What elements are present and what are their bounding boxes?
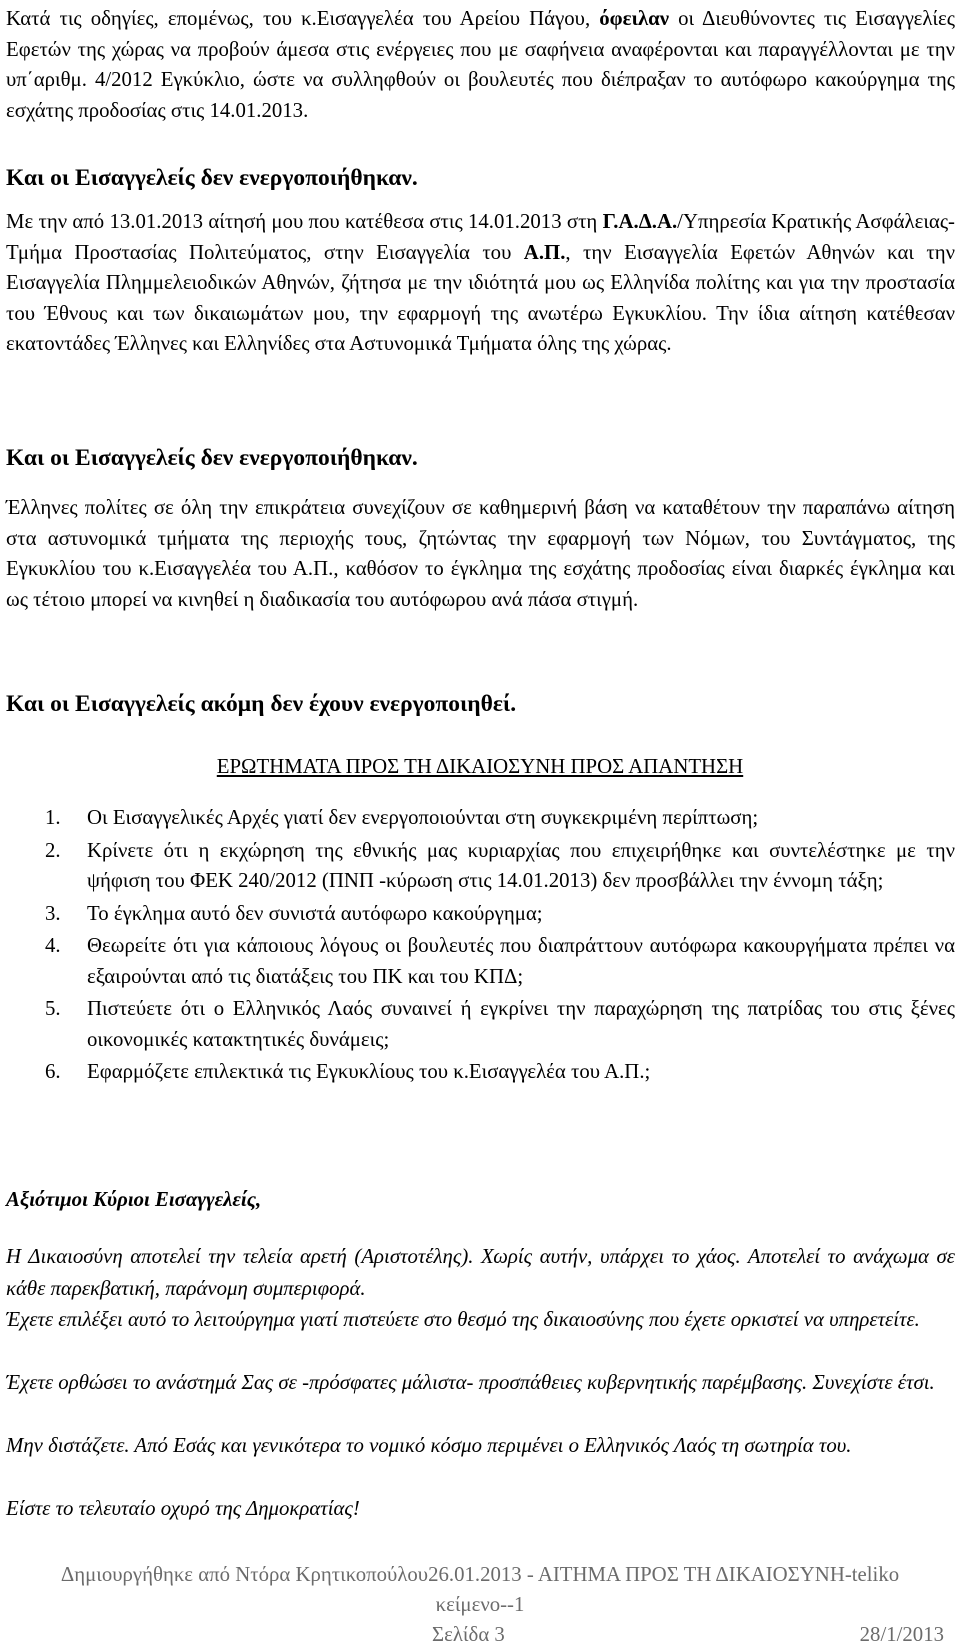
heading-not-activated-1: Και οι Εισαγγελείς δεν ενεργοποιήθηκαν.	[6, 165, 418, 191]
list-text: Πιστεύετε ότι ο Ελληνικός Λαός συναινεί ή εγκρίνει την παραχώρηση της πατρίδας του στις ξένες οικονομικές κατακτητικές δυνάμεις;	[87, 997, 955, 1051]
list-number: 2.	[45, 838, 61, 862]
list-number: 5.	[45, 997, 61, 1020]
list-number: 6.	[45, 1060, 61, 1083]
list-item	[0, 899, 955, 930]
list-number: 3.	[45, 901, 61, 925]
questions-title-text: ΕΡΩΤΗΜΑΤΑ ΠΡΟΣ ΤΗ ΔΙΚΑΙΟΣΥΝΗ ΠΡΟΣ ΑΠΑΝΤΗΣΗ	[216, 755, 744, 778]
list-text: Το έγκλημα αυτό δεν συνιστά αυτόφωρο κακούργημα;	[87, 901, 543, 925]
bold-text-run: όφειλαν	[599, 7, 670, 30]
closing-line: Έχετε ορθώσει το ανάστημά Σας σε -πρόσφατες μάλιστα- προσπάθειες κυβερνητικής παρέμβασης. Συνεχίστε έτσι.	[6, 1371, 935, 1394]
footer-line: κείμενο--1	[435, 1593, 525, 1616]
questions-title	[0, 752, 960, 782]
paragraph-citizens-continue: Έλληνες πολίτες σε όλη την επικράτεια συνεχίζουν σε καθημερινή βάση να καταθέτουν την παραπάνω αίτηση στα αστυνομικά τμήματα της περιοχής τους, ζητώντας την εφαρμογή των Νόμων, του Συντάγματος, της Εγκυκλίου του κ.Εισαγγελέα του Α.Π., καθόσον το έγκλημα της εσχάτης προδοσίας είναι διαρκές έγκλημα και ως τέτοιο μπορεί να κινηθεί η διαδικασία του αυτόφωρου ανά πάσα στιγμή.	[6, 496, 955, 611]
closing-line: Η Δικαιοσύνη αποτελεί την τελεία αρετή (Αριστοτέλης). Χωρίς αυτήν, υπάρχει το χάος. Αποτελεί το ανάχωμα σε κάθε παρεκβατική, παράνομη συμπεριφορά.	[6, 1245, 955, 1300]
closing-line: Έχετε επιλέξει αυτό το λειτούργημα γιατί πιστεύετε στο θεσμό της δικαιοσύνης που έχετε ορκιστεί να υπηρετείτε.	[6, 1308, 920, 1331]
heading-not-activated-3: Και οι Εισαγγελείς ακόμη δεν έχουν ενεργοποιηθεί.	[6, 691, 517, 717]
paragraph-my-application	[6, 207, 955, 360]
bold-text-run: Α.Π.	[523, 240, 566, 264]
list-text: Οι Εισαγγελικές Αρχές γιατί δεν ενεργοποιούνται στη συγκεκριμένη περίπτωση;	[87, 806, 759, 829]
list-item	[0, 994, 955, 1055]
closing-line: Μην διστάζετε. Από Εσάς και γενικότερα το νομικό κόσμο περιμένει ο Ελληνικός Λαός τη σωτηρία του.	[6, 1434, 852, 1457]
bold-text-run: Γ.Α.Δ.Α.	[602, 210, 678, 233]
page-number: Σελίδα 3	[432, 1623, 505, 1646]
footer-page-row	[0, 1620, 960, 1650]
footer-line: Δημιουργήθηκε από Ντόρα Κρητικοπούλου26.01.2013 - ΑΙΤΗΜΑ ΠΡΟΣ ΤΗ ΔΙΚΑΙΟΣΥΝΗ-teliko	[60, 1563, 900, 1586]
text-run: Με την από 13.01.2013 αίτησή μου που κατέθεσα στις 14.01.2013 στη	[6, 210, 603, 233]
list-text: Θεωρείτε ότι για κάποιους λόγους οι βουλευτές που διαπράττουν αυτόφωρα κακουργήματα πρέπει να εξαιρούνται από τις διατάξεις του ΠΚ και του ΚΠΔ;	[87, 934, 955, 988]
closing-line: Είστε το τελευταίο οχυρό της Δημοκρατίας!	[6, 1497, 360, 1520]
footer-created-by	[0, 1560, 960, 1620]
text-run: , την Εισαγγελία Εφετών Αθηνών και την Εισαγγελία Πλημμελειοδικών Αθηνών, ζήτησα με την ιδιότητά μου ως Ελληνίδα πολίτης και για την προστασία του Έθνους και των δικαιωμάτων μου, την εφαρμογή της ανωτέρω Εγκυκλίου. Την ίδια αίτηση κατέθεσαν εκατοντάδες Έλληνες και Ελληνίδες στα Αστυνομικά Τμήματα όλης της χώρας.	[6, 240, 955, 355]
questions-list	[0, 803, 955, 1090]
list-text: Κρίνετε ότι η εκχώρηση της εθνικής μας κυριαρχίας που επιχειρήθηκε και συντελέστηκε με την ψήφιση του ΦΕΚ 240/2012 (ΠΝΠ -κύρωση στις 14.01.2013) δεν προσβάλλει την έννομη τάξη;	[87, 838, 955, 892]
list-item	[0, 836, 955, 897]
list-number: 4.	[45, 934, 61, 957]
closing-salutation: Αξιότιμοι Κύριοι Εισαγγελείς,	[6, 1188, 262, 1211]
text-run: οι Διευθύνοντες τις Εισαγγελίες Εφετών της χώρας να προβούν άμεσα στις ενέργειες που με σαφήνεια αναφέρονται και παραγγέλλονται με την υπ΄αριθμ. 4/2012 Εγκύκλιο, ώστε να συλληφθούν οι βουλευτές που διέπραξαν το αυτόφωρο κακούργημα της εσχάτης προδοσίας στις 14.01.2013.	[6, 7, 955, 122]
footer-date: 28/1/2013	[859, 1623, 944, 1646]
text-run: /Υπηρεσία Κρατικής Ασφάλειας-Τμήμα Προστασίας Πολιτεύματος, στην Εισαγγελία του	[6, 210, 955, 264]
list-item	[0, 1057, 955, 1088]
paragraph-prosecutor-instructions	[6, 4, 955, 126]
heading-not-activated-2: Και οι Εισαγγελείς δεν ενεργοποιήθηκαν.	[6, 445, 418, 471]
list-item	[0, 931, 955, 992]
list-text: Εφαρμόζετε επιλεκτικά τις Εγκυκλίους του κ.Εισαγγελέα του Α.Π.;	[87, 1060, 651, 1083]
list-item	[0, 803, 955, 834]
text-run: Κατά τις οδηγίες, επομένως, του κ.Εισαγγελέα του Αρείου Πάγου,	[6, 7, 600, 30]
list-number: 1.	[45, 806, 61, 829]
